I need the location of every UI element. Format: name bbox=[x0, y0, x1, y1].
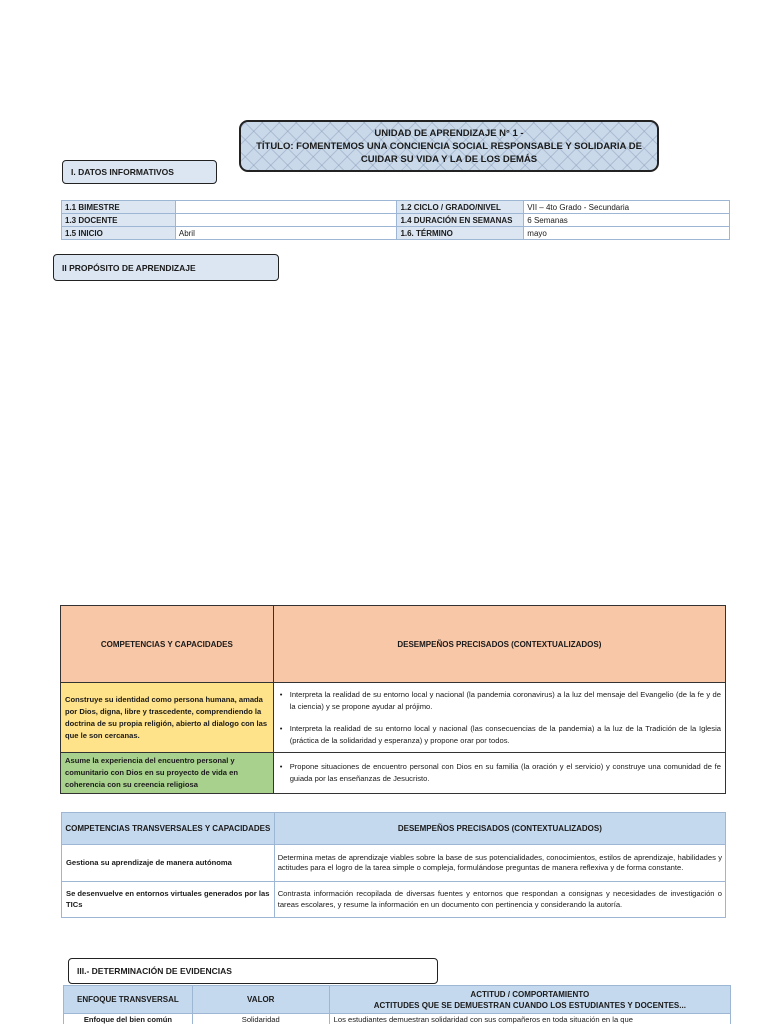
table-row bbox=[64, 1014, 731, 1024]
unit-title-box bbox=[239, 120, 659, 172]
capacidad-cell: Asume la experiencia del encuentro personal y comunitario con Dios en su proyecto de vida en coherencia con su creencia religiosa bbox=[61, 753, 274, 794]
capacidad-cell: Construye su identidad como persona humana, amada por Dios, digna, libre y trascedente, comprendiendo la doctrina de su propia religión, abierto al dialogo con las que le son cercanas. bbox=[61, 683, 274, 753]
unit-number: UNIDAD DE APRENDIZAJE N° 1 - bbox=[374, 128, 524, 139]
duracion-label: 1.4 DURACIÓN EN SEMANAS bbox=[397, 214, 524, 227]
ciclo-label: 1.2 CICLO / GRADO/NIVEL bbox=[397, 201, 524, 214]
competencias-header: COMPETENCIAS Y CAPACIDADES bbox=[61, 606, 274, 683]
desempenos-cell bbox=[273, 683, 725, 753]
list-item: • Interpreta la realidad de su entorno local y nacional (las consecuencias de la pandemia) a la luz de la Tradición de la Iglesia (práctica de la solidaridad y esperanza) y propone orar por todos. bbox=[278, 723, 721, 747]
bimestre-label: 1.1 BIMESTRE bbox=[62, 201, 176, 214]
table-header-row bbox=[61, 606, 726, 683]
actitud-header bbox=[329, 986, 730, 1014]
enfoque-cell: Enfoque del bien común bbox=[64, 1014, 193, 1024]
section-evidencias: III.- DETERMINACIÓN DE EVIDENCIAS bbox=[68, 958, 438, 984]
actitud-header-line1: ACTITUD / COMPORTAMIENTO bbox=[470, 989, 590, 999]
desempeno-cell: Contrasta información recopilada de diversas fuentes y entornos que respondan a consignas y necesidades de investigación o tareas escolares, y resume la información en un documento con pertinencia y considerando la autoría. bbox=[274, 882, 725, 918]
actitud-cell: Los estudiantes demuestran solidaridad con sus compañeros en toda situación en la que bbox=[329, 1014, 730, 1024]
docente-value bbox=[175, 214, 397, 227]
list-item: • Interpreta la realidad de su entorno local y nacional (la pandemia coronavirus) a la luz del mensaje del Evangelio (de la fe y de la ciencia) y se propone ayudar al prójimo. bbox=[278, 689, 721, 713]
termino-value: mayo bbox=[524, 227, 730, 240]
table-row bbox=[62, 214, 730, 227]
termino-label: 1.6. TÉRMINO bbox=[397, 227, 524, 240]
list-item: • Propone situaciones de encuentro personal con Dios en su familia (la oración y el servicio) y construye una comunidad de fe guiada por las enseñanzas de Jesucristo. bbox=[278, 761, 721, 785]
transversales-table bbox=[61, 812, 726, 918]
valor-header: VALOR bbox=[192, 986, 329, 1014]
duracion-value: 6 Semanas bbox=[524, 214, 730, 227]
valor-cell: Solidaridad bbox=[192, 1014, 329, 1024]
ciclo-value: VII – 4to Grado - Secundaria bbox=[524, 201, 730, 214]
capacidad-cell: Gestiona su aprendizaje de manera autónoma bbox=[62, 845, 275, 882]
docente-label: 1.3 DOCENTE bbox=[62, 214, 176, 227]
table-header-row bbox=[64, 986, 731, 1014]
desempenos-cell bbox=[273, 753, 725, 794]
info-table bbox=[61, 200, 730, 240]
section-datos-informativos: I. DATOS INFORMATIVOS bbox=[62, 160, 217, 184]
desempeno-cell: Determina metas de aprendizaje viables sobre la base de sus potencialidades, conocimientos, estilos de aprendizaje, habilidades y actitudes para el logro de la tarea simple o compleja, formulándose preguntas de manera reflexiva y de forma constante. bbox=[274, 845, 725, 882]
inicio-value: Abril bbox=[175, 227, 397, 240]
table-row bbox=[62, 201, 730, 214]
table-row bbox=[61, 753, 726, 794]
table-row bbox=[62, 227, 730, 240]
desempenos-header: DESEMPEÑOS PRECISADOS (CONTEXTUALIZADOS) bbox=[273, 606, 725, 683]
transversales-header: COMPETENCIAS TRANSVERSALES Y CAPACIDADES bbox=[62, 813, 275, 845]
table-row bbox=[62, 845, 726, 882]
capacidad-cell: Se desenvuelve en entornos virtuales generados por las TICs bbox=[62, 882, 275, 918]
unit-title-line2: CUIDAR SU VIDA Y LA DE LOS DEMÁS bbox=[360, 154, 538, 165]
transversales-desempenos-header: DESEMPEÑOS PRECISADOS (CONTEXTUALIZADOS) bbox=[274, 813, 725, 845]
section-proposito: II PROPÓSITO DE APRENDIZAJE bbox=[53, 254, 279, 281]
evidencias-table bbox=[63, 985, 731, 1024]
unit-title-line1: TÍTULO: FOMENTEMOS UNA CONCIENCIA SOCIAL RESPONSABLE Y SOLIDARIA DE bbox=[256, 141, 642, 152]
competencias-table bbox=[60, 605, 726, 794]
table-header-row bbox=[62, 813, 726, 845]
table-row bbox=[62, 882, 726, 918]
bimestre-value bbox=[175, 201, 397, 214]
actitud-header-line2: ACTITUDES QUE SE DEMUESTRAN CUANDO LOS ESTUDIANTES Y DOCENTES... bbox=[373, 1000, 686, 1010]
enfoque-header: ENFOQUE TRANSVERSAL bbox=[64, 986, 193, 1014]
table-row bbox=[61, 683, 726, 753]
inicio-label: 1.5 INICIO bbox=[62, 227, 176, 240]
